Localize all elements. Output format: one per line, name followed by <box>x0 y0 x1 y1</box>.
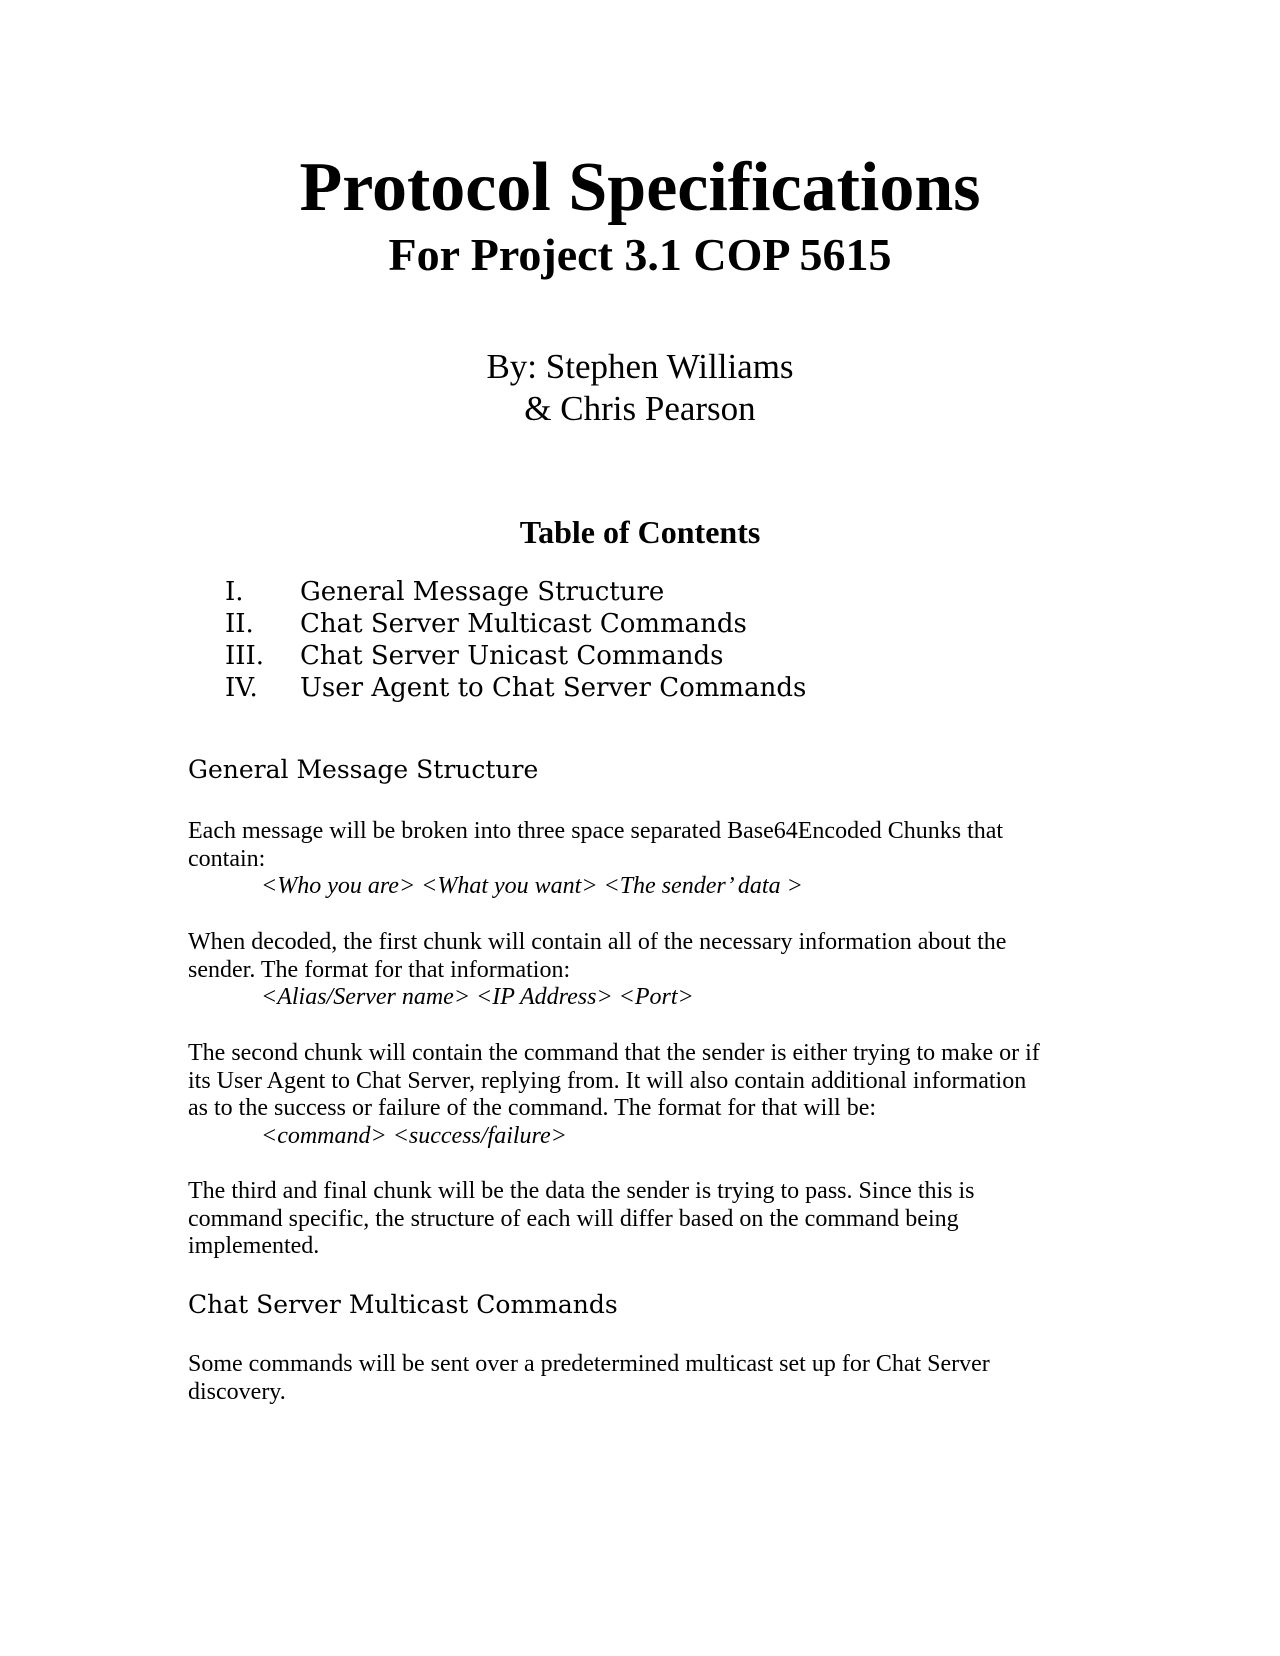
toc-item-text: User Agent to Chat Server Commands <box>300 673 807 703</box>
paragraph-line: its User Agent to Chat Server, replying from. It will also contain additional information <box>188 1067 1027 1094</box>
paragraph-multicast-1 <box>188 1351 1088 1406</box>
toc-item-text: General Message Structure <box>300 577 665 607</box>
paragraph-line: Some commands will be sent over a predetermined multicast set up for Chat Server <box>188 1351 990 1377</box>
paragraph-line: The third and final chunk will be the data the sender is trying to pass. Since this is <box>188 1178 975 1204</box>
format-line: <command> <success/failure> <box>261 1122 567 1149</box>
toc-item-number: III. <box>225 641 265 671</box>
toc-item <box>225 672 806 704</box>
toc-item <box>225 608 806 640</box>
paragraph-line: contain: <box>188 845 266 872</box>
format-line: <Alias/Server name> <IP Address> <Port> <box>261 984 694 1010</box>
document-title: Protocol Specifications <box>299 149 981 226</box>
table-of-contents <box>225 576 806 704</box>
author-byline <box>0 346 1280 430</box>
paragraph-general-4 <box>188 1178 1088 1261</box>
paragraph-line: discovery. <box>188 1378 286 1405</box>
document-subtitle: For Project 3.1 COP 5615 <box>388 229 892 280</box>
toc-item-number: I. <box>225 577 244 607</box>
paragraph-line: The second chunk will contain the command that the sender is either trying to make or if <box>188 1040 1040 1066</box>
section-heading-general: General Message Structure <box>188 755 539 784</box>
author-line-2: & Chris Pearson <box>524 389 756 428</box>
paragraph-general-1 <box>188 818 1088 901</box>
paragraph-line: command specific, the structure of each will differ based on the command being <box>188 1205 959 1232</box>
format-line: <Who you are> <What you want> <The sender’ data > <box>261 873 803 899</box>
toc-heading: Table of Contents <box>519 514 761 550</box>
paragraph-line: Each message will be broken into three space separated Base64Encoded Chunks that <box>188 818 1004 844</box>
paragraph-general-3 <box>188 1040 1088 1150</box>
toc-item <box>225 640 806 672</box>
toc-item-text: Chat Server Multicast Commands <box>300 609 747 639</box>
paragraph-line: sender. The format for that information: <box>188 956 571 983</box>
paragraph-line: When decoded, the first chunk will contain all of the necessary information about the <box>188 929 1007 955</box>
section-heading-multicast: Chat Server Multicast Commands <box>188 1290 618 1319</box>
toc-item-text: Chat Server Unicast Commands <box>300 641 724 671</box>
toc-item-number: II. <box>225 609 254 639</box>
toc-item-number: IV. <box>225 673 258 703</box>
author-line-1: By: Stephen Williams <box>486 347 794 386</box>
paragraph-line: as to the success or failure of the command. The format for that will be: <box>188 1095 877 1121</box>
paragraph-line: implemented. <box>188 1233 320 1259</box>
toc-item <box>225 576 806 608</box>
paragraph-general-2 <box>188 929 1088 1012</box>
